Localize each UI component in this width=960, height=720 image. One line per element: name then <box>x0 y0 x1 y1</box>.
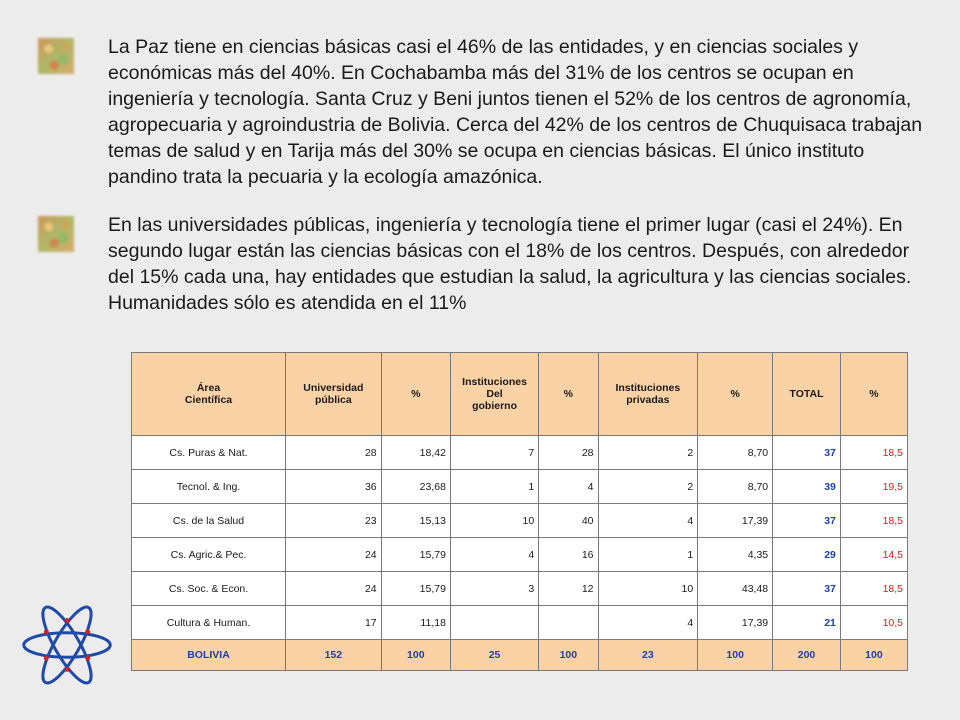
header-total-pct: % <box>840 353 907 436</box>
header-priv: Instituciones privadas <box>598 353 698 436</box>
cell-priv: 2 <box>598 470 698 504</box>
table-row <box>132 504 908 538</box>
cell-gob <box>450 606 538 640</box>
cell-univ: 36 <box>286 470 382 504</box>
cell-total-pct: 14,5 <box>840 538 907 572</box>
bullet-icon <box>38 38 74 74</box>
paragraph-1: La Paz tiene en ciencias básicas casi el 46% de las entidades, y en ciencias sociales y económicas más del 40%. En Cochabamba más del 31% de los centros se ocupan en ingeniería y tecnología. Santa Cruz y Beni juntos tienen el 52% de los centros de agronomía, agropecuaria y agroindustria de Bolivia. Cerca del 42% de los centros de Chuquisaca trabajan temas de salud y en Tarija más del 30% se ocupa en ciencias básicas. El único instituto pandino trata la pecuaria y la ecología amazónica. <box>108 36 923 188</box>
cell-univ-pct: 11,18 <box>381 606 450 640</box>
cell-univ: 152 <box>286 640 382 671</box>
header-total: TOTAL <box>773 353 841 436</box>
cell-univ-pct: 100 <box>381 640 450 671</box>
cell-gob-pct: 100 <box>539 640 598 671</box>
cell-gob: 4 <box>450 538 538 572</box>
cell-gob: 1 <box>450 470 538 504</box>
cell-priv-pct: 17,39 <box>698 504 773 538</box>
cell-priv-pct: 8,70 <box>698 436 773 470</box>
cell-area: BOLIVIA <box>132 640 286 671</box>
cell-gob-pct <box>539 606 598 640</box>
cell-priv-pct: 8,70 <box>698 470 773 504</box>
table-header-row <box>132 353 908 436</box>
cell-univ: 28 <box>286 436 382 470</box>
cell-priv: 4 <box>598 504 698 538</box>
table-row <box>132 538 908 572</box>
cell-gob-pct: 4 <box>539 470 598 504</box>
cell-gob-pct: 16 <box>539 538 598 572</box>
cell-univ: 24 <box>286 572 382 606</box>
cell-priv-pct: 43,48 <box>698 572 773 606</box>
cell-gob: 7 <box>450 436 538 470</box>
header-gob: Instituciones Del gobierno <box>450 353 538 436</box>
cell-gob: 3 <box>450 572 538 606</box>
cell-total: 37 <box>773 436 841 470</box>
data-table <box>131 352 908 671</box>
cell-univ-pct: 15,79 <box>381 572 450 606</box>
header-priv-pct: % <box>698 353 773 436</box>
cell-priv: 4 <box>598 606 698 640</box>
cell-priv: 1 <box>598 538 698 572</box>
table-row <box>132 436 908 470</box>
header-gob-pct: % <box>539 353 598 436</box>
cell-total: 200 <box>773 640 841 671</box>
cell-priv: 2 <box>598 436 698 470</box>
cell-area: Cs. Soc. & Econ. <box>132 572 286 606</box>
atom-logo-icon <box>20 598 114 692</box>
cell-total-pct: 18,5 <box>840 504 907 538</box>
cell-total: 29 <box>773 538 841 572</box>
cell-univ-pct: 15,79 <box>381 538 450 572</box>
cell-priv-pct: 100 <box>698 640 773 671</box>
table-row <box>132 606 908 640</box>
cell-univ-pct: 23,68 <box>381 470 450 504</box>
cell-area: Cs. Agric.& Pec. <box>132 538 286 572</box>
table-row <box>132 470 908 504</box>
cell-area: Cultura & Human. <box>132 606 286 640</box>
cell-gob-pct: 40 <box>539 504 598 538</box>
cell-area: Cs. Puras & Nat. <box>132 436 286 470</box>
cell-total: 37 <box>773 504 841 538</box>
cell-total-pct: 18,5 <box>840 436 907 470</box>
cell-total: 37 <box>773 572 841 606</box>
cell-priv-pct: 4,35 <box>698 538 773 572</box>
cell-total: 39 <box>773 470 841 504</box>
cell-gob: 25 <box>450 640 538 671</box>
header-area: Área Científica <box>132 353 286 436</box>
bullet-icon <box>38 216 74 252</box>
cell-univ: 24 <box>286 538 382 572</box>
cell-total-pct: 18,5 <box>840 572 907 606</box>
cell-gob-pct: 12 <box>539 572 598 606</box>
table-row <box>132 572 908 606</box>
cell-univ: 23 <box>286 504 382 538</box>
paragraph-2: En las universidades públicas, ingeniería y tecnología tiene el primer lugar (casi el 24%). En segundo lugar están las ciencias básicas con el 18% de los centros. Después, con alrededor del 15% cada una, hay entidades que estudian la salud, la agricultura y las ciencias sociales. Humanidades sólo es atendida en el 11% <box>108 214 912 314</box>
cell-total-pct: 100 <box>840 640 907 671</box>
header-univ: Universidad pública <box>286 353 382 436</box>
header-univ-pct: % <box>381 353 450 436</box>
cell-area: Tecnol. & Ing. <box>132 470 286 504</box>
cell-univ-pct: 18,42 <box>381 436 450 470</box>
cell-priv: 10 <box>598 572 698 606</box>
cell-gob: 10 <box>450 504 538 538</box>
cell-total: 21 <box>773 606 841 640</box>
cell-total-pct: 19,5 <box>840 470 907 504</box>
table-total-row <box>132 640 908 671</box>
cell-priv-pct: 17,39 <box>698 606 773 640</box>
cell-area: Cs. de la Salud <box>132 504 286 538</box>
cell-univ: 17 <box>286 606 382 640</box>
cell-gob-pct: 28 <box>539 436 598 470</box>
cell-total-pct: 10,5 <box>840 606 907 640</box>
cell-priv: 23 <box>598 640 698 671</box>
cell-univ-pct: 15,13 <box>381 504 450 538</box>
